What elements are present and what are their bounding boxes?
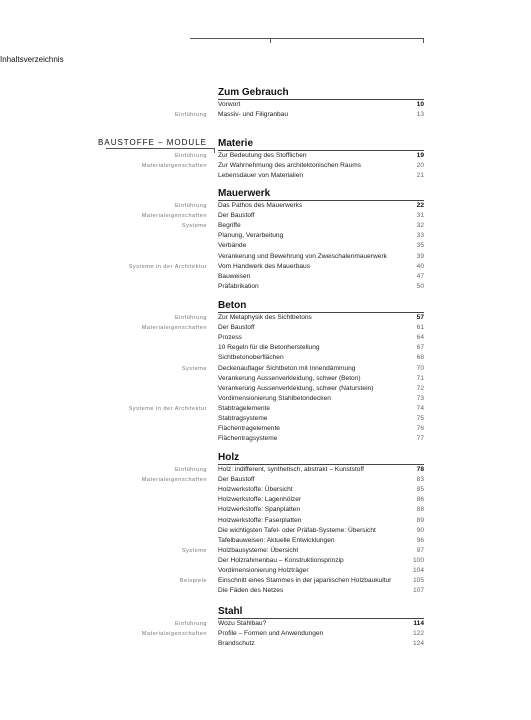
entry-title: Sichtbetonoberflächen (218, 354, 284, 362)
section-rule (218, 312, 424, 313)
entry-title: Der Holzrahmenbau – Konstruktionsprinzip (218, 556, 344, 564)
entry-page-number: 74 (416, 404, 424, 412)
entry-page-number: 90 (416, 526, 424, 534)
document-title: Inhaltsverzeichnis (0, 55, 64, 64)
section-rule (218, 464, 424, 465)
entry-page-number: 67 (416, 344, 424, 352)
toc-entry[interactable] (0, 405, 531, 415)
entry-page-number: 78 (416, 466, 424, 473)
entry-title: Flächentragelemente (218, 425, 280, 433)
section-heading: Stahl (218, 606, 243, 617)
entry-page-number: 104 (412, 567, 424, 574)
entry-title: Massiv- und Filigranbau (218, 111, 288, 119)
entry-title: Holzwerkstoffe: Lagenhölzer (218, 496, 302, 504)
toc-entry[interactable] (0, 567, 531, 577)
section-rule (218, 618, 424, 619)
entry-page-number: 61 (416, 324, 424, 332)
toc-entry[interactable] (0, 314, 531, 324)
entry-page-number: 13 (416, 111, 424, 119)
entry-title: Holzwerkstoffe: Übersicht (218, 486, 293, 494)
entry-category: Einführung (174, 315, 207, 321)
entry-title: Verankerung Aussenverkleidung, schwer (Naturstein) (218, 384, 374, 392)
entry-page-number: 114 (413, 620, 424, 627)
entry-page-number: 73 (416, 394, 424, 402)
section-heading: Mauerwerk (218, 188, 271, 199)
entry-title: Deckenauflager Sichtbeton mit Innendämmung (218, 364, 356, 372)
entry-page-number: 32 (416, 222, 424, 230)
entry-title: Der Baustoff (218, 476, 255, 484)
entry-page-number: 83 (416, 476, 424, 484)
entry-page-number: 85 (416, 486, 424, 494)
toc-entry[interactable] (0, 557, 531, 567)
entry-title: Prozess (218, 334, 242, 342)
entry-category: Materialeigenschaften (141, 325, 207, 332)
entry-page-number: 31 (416, 212, 424, 220)
entry-title: Holzwerkstoffe: Spanplatten (218, 506, 300, 514)
entry-page-number: 22 (416, 202, 424, 209)
section-heading: Zum Gebrauch (218, 87, 289, 98)
entry-page-number: 70 (416, 364, 424, 372)
toc-entry[interactable] (0, 101, 531, 111)
entry-title: Vordimensionierung Stahlbetondecken (218, 394, 331, 402)
entry-category: Einführung (174, 203, 207, 209)
entry-category: Beispiele (179, 578, 207, 585)
module-rule (106, 148, 215, 149)
entry-category: Materialeigenschaften (141, 213, 207, 220)
entry-page-number: 96 (416, 536, 424, 544)
toc-entry[interactable] (0, 496, 531, 506)
section-heading: Holz (218, 452, 240, 463)
entry-title: Vorwort (218, 101, 241, 108)
toc-entry[interactable] (0, 395, 531, 405)
entry-page-number: 35 (416, 242, 424, 250)
toc-entry[interactable] (0, 283, 531, 293)
toc-entry[interactable] (0, 263, 531, 273)
entry-title: Lebensdauer von Materialien (218, 172, 304, 180)
entry-title: Flächentragsysteme (218, 435, 278, 443)
entry-page-number: 107 (412, 587, 424, 595)
entry-title: Profile – Formen und Anwendungen (218, 630, 324, 638)
toc-entry[interactable] (0, 222, 531, 232)
toc-entry[interactable] (0, 435, 531, 445)
toc-entry[interactable] (0, 212, 531, 222)
entry-title: Zur Metaphysik des Sichtbetons (218, 314, 312, 321)
toc-entry[interactable] (0, 425, 531, 435)
toc-entry[interactable] (0, 375, 531, 385)
entry-page-number: 97 (416, 546, 424, 554)
entry-page-number: 64 (416, 334, 424, 342)
toc-entry[interactable] (0, 344, 531, 354)
section-rule (218, 200, 424, 201)
toc-entry[interactable] (0, 111, 531, 121)
entry-category: Materialeigenschaften (141, 477, 207, 484)
toc-entry[interactable] (0, 537, 531, 547)
entry-page-number: 72 (416, 384, 424, 392)
toc-entry[interactable] (0, 577, 531, 587)
entry-page-number: 71 (416, 374, 424, 382)
entry-page-number: 19 (416, 152, 424, 159)
section-heading: Materie (218, 138, 254, 149)
entry-category: Systeme (181, 223, 207, 230)
entry-page-number: 86 (416, 496, 424, 504)
top-rule (190, 38, 424, 39)
entry-page-number: 88 (416, 506, 424, 514)
entry-title: Die Fäden des Netzes (218, 587, 284, 595)
entry-page-number: 68 (416, 354, 424, 362)
entry-page-number: 50 (416, 282, 424, 290)
toc-entry[interactable] (0, 620, 531, 630)
entry-title: Verankerung Aussenverkleidung, schwer (Beton) (218, 374, 361, 382)
toc-entry[interactable] (0, 162, 531, 172)
toc-entry[interactable] (0, 273, 531, 283)
section-heading: Beton (218, 300, 247, 311)
entry-category: Systeme in der Architektur (128, 263, 207, 270)
entry-page-number: 100 (412, 556, 424, 564)
entry-title: Stabtragelemente (218, 404, 271, 412)
entry-page-number: 105 (412, 577, 424, 585)
entry-page-number: 75 (416, 415, 424, 422)
entry-category: Systeme in der Architektur (128, 405, 207, 412)
toc-entry[interactable] (0, 506, 531, 516)
toc-entry[interactable] (0, 527, 531, 537)
entry-category: Materialeigenschaften (141, 631, 207, 638)
toc-entry[interactable] (0, 152, 531, 162)
toc-entry[interactable] (0, 242, 531, 252)
toc-entry[interactable] (0, 354, 531, 364)
entry-title: 10 Regeln für die Betonherstellung (218, 344, 320, 352)
section-rule (218, 150, 424, 151)
entry-title: Präfabrikation (218, 282, 259, 290)
toc-entry[interactable] (0, 630, 531, 640)
toc-entry[interactable] (0, 385, 531, 395)
entry-title: Stabtragsysteme (218, 415, 268, 422)
toc-entry[interactable] (0, 232, 531, 242)
toc-entry[interactable] (0, 324, 531, 334)
toc-entry[interactable] (0, 466, 531, 476)
entry-title: Zur Bedeutung des Stofflichen (218, 152, 307, 159)
entry-title: Vom Handwerk des Mauerbaus (218, 262, 310, 270)
entry-page-number: 122 (412, 630, 424, 638)
entry-title: Holzwerkstoffe: Faserplatten (218, 516, 302, 524)
entry-category: Materialeigenschaften (141, 163, 207, 170)
entry-page-number: 89 (416, 516, 424, 524)
top-rule-tick (270, 38, 271, 43)
entry-page-number: 21 (416, 172, 424, 180)
entry-category: Systeme (181, 365, 207, 372)
entry-title: Brandschutz (218, 640, 255, 648)
entry-page-number: 39 (416, 252, 424, 260)
toc-entry[interactable] (0, 334, 531, 344)
entry-page-number: 10 (416, 101, 424, 108)
toc-entry[interactable] (0, 202, 531, 212)
entry-title: Einschnitt eines Stammes in der japanischen Holzbaukultur (218, 577, 392, 585)
entry-page-number: 47 (416, 272, 424, 280)
module-label: BAUSTOFFE – MODULE (98, 138, 207, 147)
entry-title: Holzbausysteme: Übersicht (218, 546, 299, 554)
entry-title: Zur Wahrnehmung des architektonischen Raums (218, 162, 362, 170)
toc-entry[interactable] (0, 415, 531, 425)
toc-entry[interactable] (0, 365, 531, 375)
entry-title: Wozu Stahlbau? (218, 620, 267, 627)
entry-title: Planung, Verarbeitung (218, 232, 284, 240)
entry-title: Tafelbauweisen: Aktuelle Entwicklungen (218, 536, 335, 544)
entry-title: Bauweisen (218, 272, 251, 280)
entry-category: Einführung (174, 621, 207, 627)
entry-title: Das Pathos des Mauerwerks (218, 202, 303, 209)
entry-page-number: 20 (416, 162, 424, 170)
toc-entry[interactable] (0, 640, 531, 650)
entry-title: Die wichtigsten Tafel- oder Präfab-Systeme: Übersicht (218, 526, 376, 534)
toc-entry[interactable] (0, 547, 531, 557)
section-rule (218, 99, 424, 100)
entry-title: Begriffe (218, 222, 241, 230)
entry-page-number: 76 (416, 425, 424, 433)
toc-entry[interactable] (0, 476, 531, 486)
entry-page-number: 57 (416, 314, 424, 321)
top-rule-tick (423, 38, 424, 43)
entry-category: Einführung (174, 112, 207, 119)
toc-entry[interactable] (0, 253, 531, 263)
entry-page-number: 40 (416, 262, 424, 270)
entry-page-number: 33 (416, 232, 424, 240)
entry-title: Verbände (218, 242, 247, 250)
entry-category: Einführung (174, 153, 207, 159)
toc-entry[interactable] (0, 172, 531, 182)
toc-entry[interactable] (0, 517, 531, 527)
entry-title: Der Baustoff (218, 212, 255, 220)
toc-entry[interactable] (0, 486, 531, 496)
entry-page-number: 124 (412, 640, 424, 648)
entry-title: Vordimensionierung Holzträger (218, 567, 309, 574)
toc-entry[interactable] (0, 587, 531, 597)
entry-title: Holz: indifferent, synthetisch, abstrakt – Kunststoff (218, 466, 364, 473)
entry-page-number: 77 (416, 435, 424, 443)
entry-category: Systeme (181, 547, 207, 554)
entry-title: Verankerung und Bewehrung von Zweischalenmauerwerk (218, 252, 387, 260)
entry-category: Einführung (174, 467, 207, 473)
entry-title: Der Baustoff (218, 324, 255, 332)
